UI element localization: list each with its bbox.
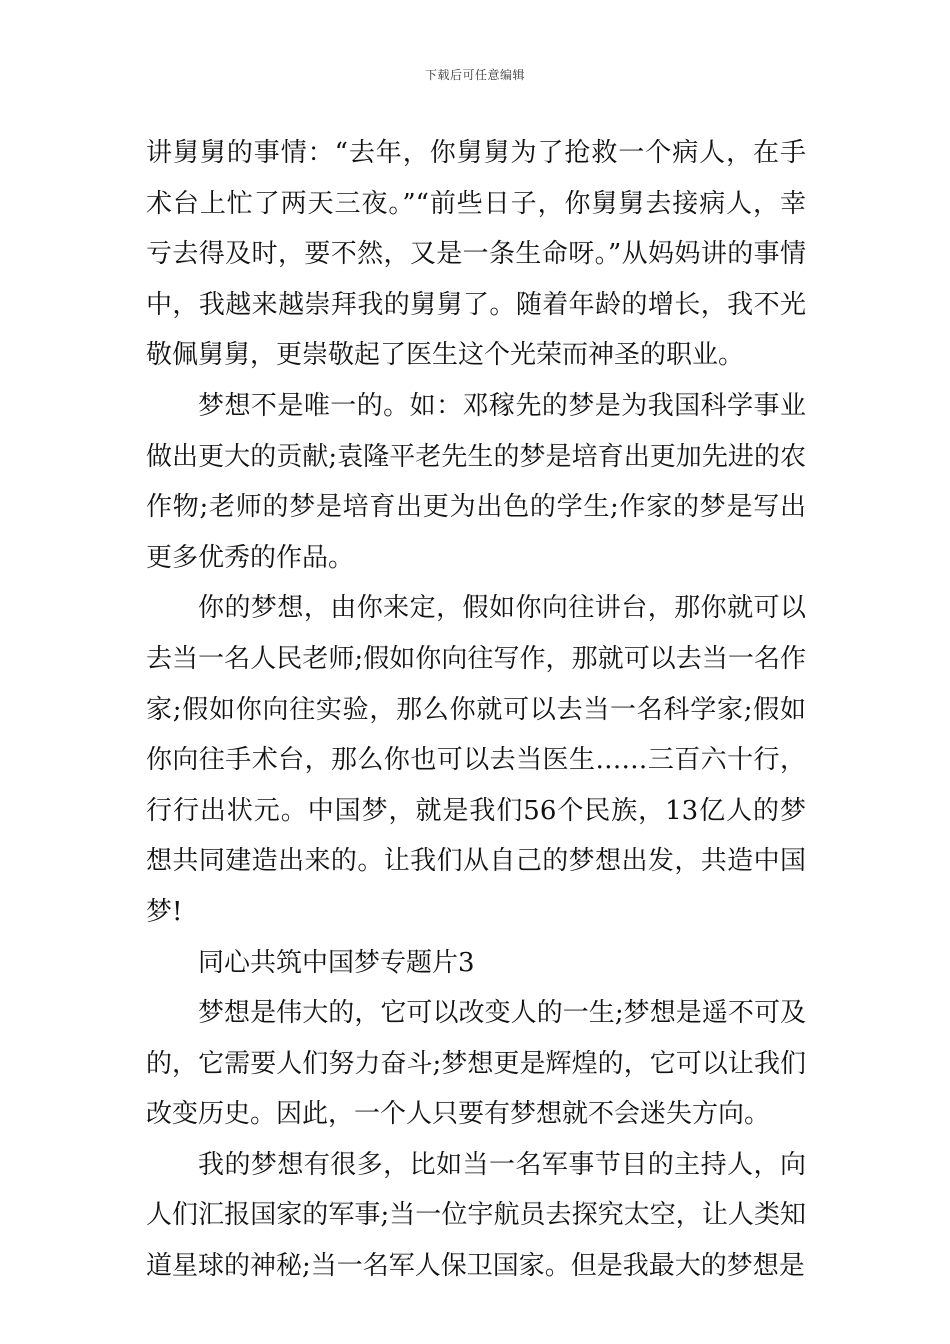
paragraph-dreams-great: 梦想是伟大的，它可以改变人的一生;梦想是遥不可及的，它需要人们努力奋斗;梦想更是辉煌的，它可以让我们改变历史。因此，一个人只要有梦想就不会迷失方向。 (146, 998, 806, 1130)
paragraph-my-dreams: 我的梦想有很多，比如当一名军事节目的主持人，向人们汇报国家的军事;当一位宇航员去探究太空，让人类知道星球的神秘;当一名军人保卫国家。但是我最大的梦想是 (146, 1149, 806, 1282)
document-body (146, 128, 806, 1292)
paragraph-uncle-story: 讲舅舅的事情：“去年，你舅舅为了抢救一个病人，在手术台上忙了两天三夜。”“前些日子，你舅舅去接病人，幸亏去得及时，要不然，又是一条生命呀。”从妈妈讲的事情中，我越来越崇拜我的舅舅了。随着年龄的增长，我不光敬佩舅舅，更崇敬起了医生这个光荣而神圣的职业。 (146, 138, 806, 371)
paragraph-dreams-not-unique: 梦想不是唯一的。如：邓稼先的梦是为我国科学事业做出更大的贡献;袁隆平老先生的梦是培育出更加先进的农作物;老师的梦是培育出更为出色的学生;作家的梦是写出更多优秀的作品。 (146, 390, 806, 573)
section-heading: 同心共筑中国梦专题片3 (198, 947, 475, 978)
header-note: 下载后可任意编辑 (424, 68, 525, 82)
paragraph-your-dream: 你的梦想，由你来定，假如你向往讲台，那你就可以去当一名人民老师;假如你向往写作，那就可以去当一名作家;假如你向往实验，那么你就可以去当一名科学家;假如你向往手术台，那么你也可以去当医生……三百六十行，行行出状元。中国梦，就是我们56个民族，13亿人的梦想共同建造出来的。让我们从自己的梦想出发，共造中国梦! (146, 593, 806, 927)
